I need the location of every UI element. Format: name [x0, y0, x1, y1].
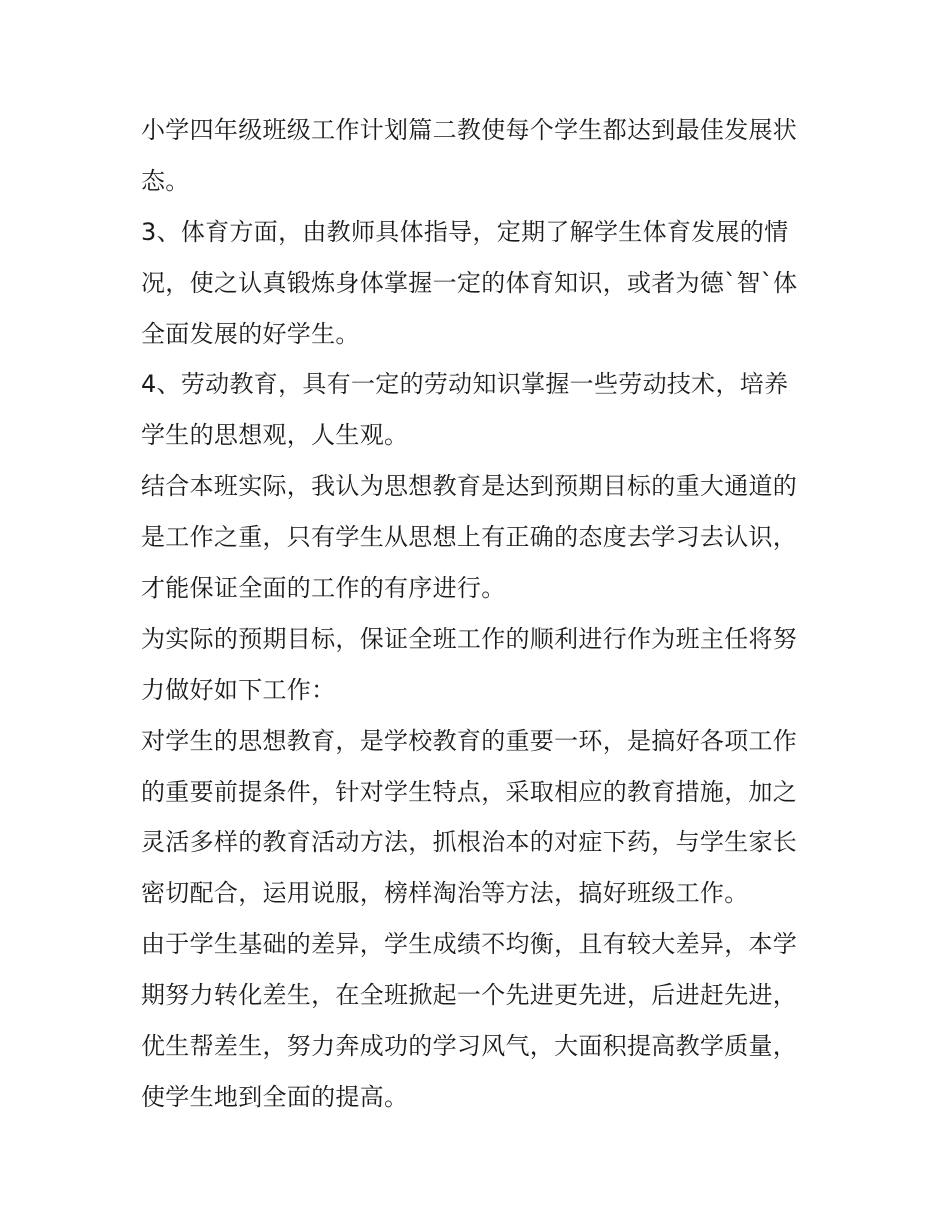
text-line-6: 4、劳动教育，具有一定的劳动知识掌握一些劳动技术，培养: [141, 370, 789, 399]
text-line-4: 况，使之认真锻炼身体掌握一定的体育知识，或者为德`智`体: [141, 268, 798, 297]
text-line-3: 3、体育方面，由教师具体指导，定期了解学生体育发展的情: [141, 217, 789, 246]
document-body: [141, 105, 831, 1123]
text-line-17: 由于学生基础的差异，学生成绩不均衡，且有较大差异，本学: [141, 930, 798, 959]
text-line-19: 优生帮差生，努力奔成功的学习风气，大面积提高教学质量，: [141, 1032, 798, 1061]
text-line-16: 密切配合，运用说服，榜样淘治等方法，搞好班级工作。: [141, 879, 749, 908]
text-line-5: 全面发展的好学生。: [141, 319, 360, 348]
text-line-1: 小学四年级班级工作计划篇二教使每个学生都达到最佳发展状: [141, 116, 798, 144]
text-line-9: 是工作之重，只有学生从思想上有正确的态度去学习去认识，: [141, 523, 798, 552]
text-line-12: 力做好如下工作：: [141, 675, 336, 704]
text-line-18: 期努力转化差生，在全班掀起一个先进更先进，后进赶先进，: [141, 981, 798, 1010]
text-line-10: 才能保证全面的工作的有序进行。: [141, 574, 506, 603]
text-line-13: 对学生的思想教育，是学校教育的重要一环，是搞好各项工作: [141, 726, 798, 755]
text-line-11: 为实际的预期目标，保证全班工作的顺利进行作为班主任将努: [141, 624, 798, 653]
text-line-20: 使学生地到全面的提高。: [141, 1082, 409, 1111]
text-line-14: 的重要前提条件，针对学生特点，采取相应的教育措施，加之: [141, 777, 798, 806]
text-line-15: 灵活多样的教育活动方法，抓根治本的对症下药，与学生家长: [141, 828, 798, 857]
text-line-7: 学生的思想观，人生观。: [141, 421, 409, 450]
text-line-2: 态。: [141, 166, 190, 195]
text-line-8: 结合本班实际，我认为思想教育是达到预期目标的重大通道的: [141, 472, 798, 501]
